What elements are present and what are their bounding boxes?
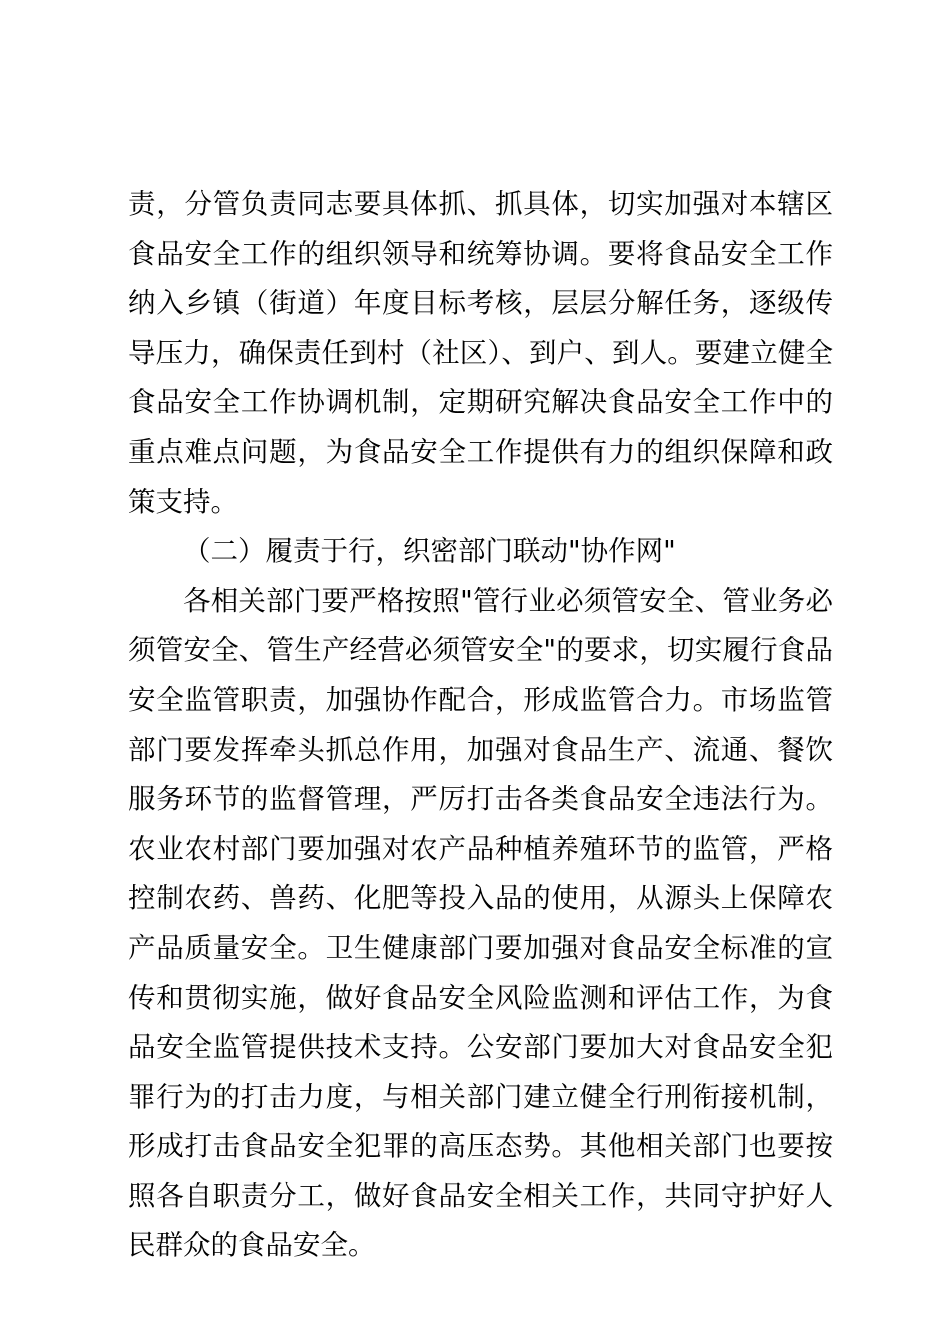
paragraph-body: 各相关部门要严格按照"管行业必须管安全、管业务必须管安全、管生产经营必须管安全"的要求，切实履行食品安全监管职责，加强协作配合，形成监管合力。市场监管部门要发挥牵头抓总作用，加强对食品生产、流通、餐饮服务环节的监督管理，严厉打击各类食品安全违法行为。农业农村部门要加强对农产品种植养殖环节的监管，严格控制农药、兽药、化肥等投入品的使用，从源头上保障农产品质量安全。卫生健康部门要加强对食品安全标准的宣传和贯彻实施，做好食品安全风险监测和评估工作，为食品安全监管提供技术支持。公安部门要加大对食品安全犯罪行为的打击力度，与相关部门建立健全行刑衔接机制，形成打击食品安全犯罪的高压态势。其他相关部门也要按照各自职责分工，做好食品安全相关工作，共同守护好人民群众的食品安全。 [128, 584, 833, 1262]
document-page [128, 180, 833, 1271]
section-heading: （二）履责于行，织密部门联动"协作网" [183, 535, 676, 568]
paragraph-continuation: 责，分管负责同志要具体抓、抓具体，切实加强对本辖区食品安全工作的组织领导和统筹协调。要将食品安全工作纳入乡镇（街道）年度目标考核，层层分解任务，逐级传导压力，确保责任到村（社区）、到户、到人。要建立健全食品安全工作协调机制，定期研究解决食品安全工作中的重点难点问题，为食品安全工作提供有力的组织保障和政策支持。 [128, 188, 833, 518]
